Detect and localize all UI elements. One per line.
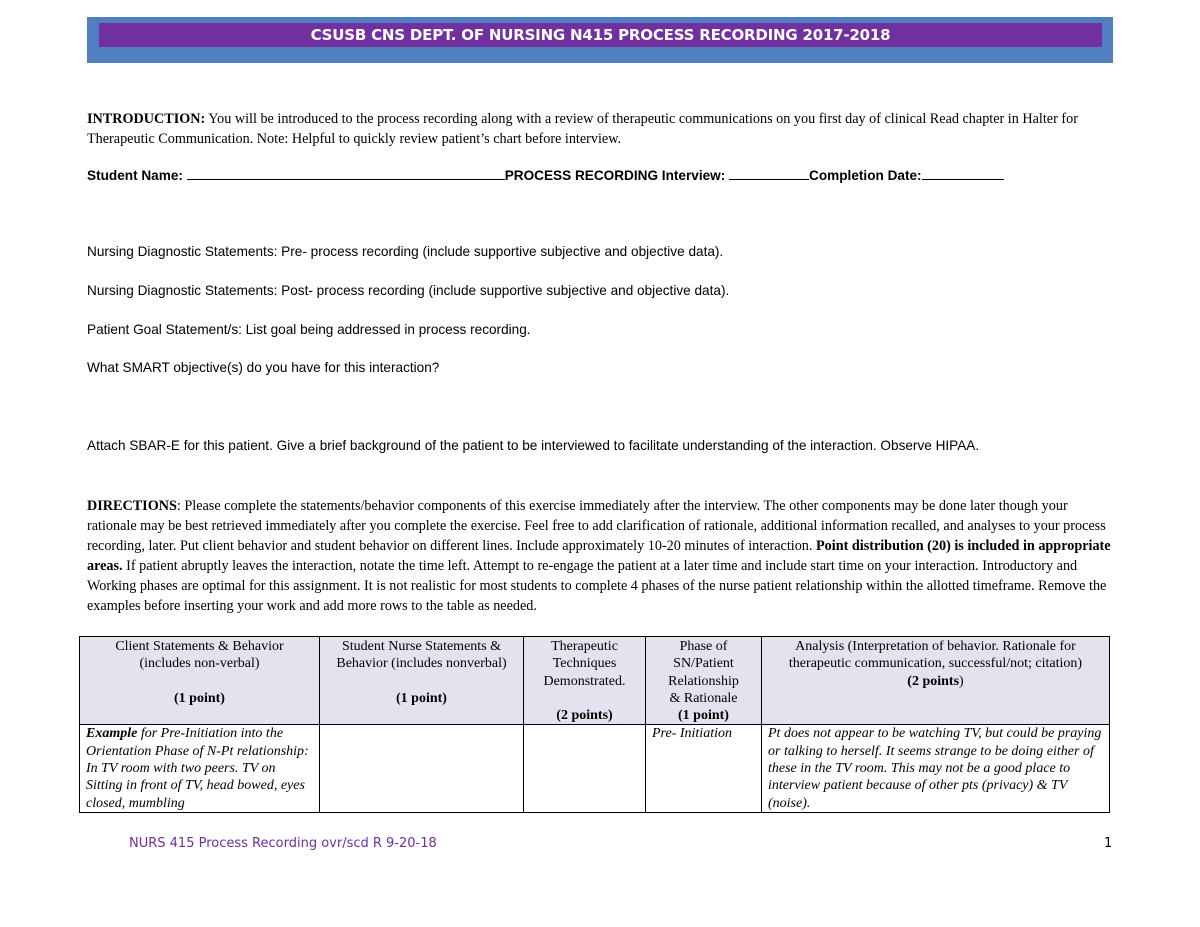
example-client-cell[interactable]: Example for Pre-Initiation into the Orientation Phase of N-Pt relationship: In TV room with two peers. TV on Sitting in front of TV, head bowed, eyes closed, mumbling <box>80 725 320 812</box>
header-phase: Phase of SN/Patient Relationship & Rationale (1 point) <box>646 637 762 725</box>
example-techniques-cell[interactable] <box>524 725 646 812</box>
smart-objective-prompt: What SMART objective(s) do you have for this interaction? <box>87 360 440 375</box>
directions-text: : Please complete the statements/behavior components of this exercise immediately after the interview. The other components may be done later though your rationale may be best retrieved immediately after you complete the exercise. Feel free to add clarification of rationale, additional information recalled, and analyses to your process recording, later. Put client behavior and student behavior on different lines. Include approximately 10-20 minutes of interaction. <box>87 498 1106 554</box>
footer-text: NURS 415 Process Recording ovr/scd R 9-20-18 <box>129 836 437 851</box>
process-recording-table <box>79 636 1110 813</box>
completion-date-blank[interactable] <box>922 167 1004 180</box>
header-therapeutic-techniques: Therapeutic Techniques Demonstrated. (2 points) <box>524 637 646 725</box>
interview-label: PROCESS RECORDING Interview: <box>504 168 726 183</box>
pre-diagnostic-prompt: Nursing Diagnostic Statements: Pre- process recording (include supportive subjective and objective data). <box>87 244 724 259</box>
student-info-line <box>87 167 1004 183</box>
directions-text-cont: If patient abruptly leaves the interaction, notate the time left. Attempt to re-engage the patient at a later time and include start time on your interaction. Introductory and Working phases are optimal for this assignment. It is not realistic for most students to complete 4 phases of the nurse patient relationship within the allotted timeframe. Remove the examples before inserting your work and add more rows to the table as needed. <box>87 558 1107 614</box>
directions-label: DIRECTIONS <box>87 498 177 514</box>
header-client-statements: Client Statements & Behavior (includes non-verbal) (1 point) <box>80 637 320 725</box>
completion-date-label: Completion Date: <box>809 168 922 183</box>
header-analysis: Analysis (Interpretation of behavior. Rationale for therapeutic communication, successful/not; citation) (2 points) <box>762 637 1110 725</box>
example-analysis-cell[interactable]: Pt does not appear to be watching TV, but could be praying or talking to herself. It seems strange to be doing either of these in the TV room. This may not be a good place to interview patient because of other pts (privacy) & TV (noise). <box>762 725 1110 812</box>
table-row <box>80 725 1110 812</box>
post-diagnostic-prompt: Nursing Diagnostic Statements: Post- process recording (include supportive subjective and objective data). <box>87 283 730 298</box>
header-student-statements: Student Nurse Statements & Behavior (includes nonverbal) (1 point) <box>320 637 524 725</box>
introduction-label: INTRODUCTION: <box>87 111 206 127</box>
directions-paragraph <box>87 496 1117 616</box>
sbar-prompt: Attach SBAR-E for this patient. Give a brief background of the patient to be interviewed to facilitate understanding of the interaction. Observe HIPAA. <box>87 438 980 453</box>
document-title: CSUSB CNS DEPT. OF NURSING N415 PROCESS RECORDING 2017-2018 <box>99 23 1102 47</box>
points-note: Point distribution (20) is included in appropriate areas. <box>87 538 1111 574</box>
introduction-text: You will be introduced to the process recording along with a review of therapeutic communications on you first day of clinical Read chapter in Halter for Therapeutic Communication. Note: Helpful to quickly review patient’s chart before interview. <box>87 111 1078 147</box>
page-number: 1 <box>1104 836 1113 851</box>
goal-prompt: Patient Goal Statement/s: List goal being addressed in process recording. <box>87 322 531 337</box>
example-phase-cell[interactable]: Pre- Initiation <box>646 725 762 812</box>
interview-blank[interactable] <box>729 167 809 180</box>
example-label: Example <box>86 726 138 742</box>
table-header-row <box>80 637 1110 725</box>
student-name-label: Student Name: <box>87 168 183 183</box>
example-student-cell[interactable] <box>320 725 524 812</box>
student-name-blank[interactable] <box>187 167 505 180</box>
introduction-paragraph <box>87 109 1117 149</box>
